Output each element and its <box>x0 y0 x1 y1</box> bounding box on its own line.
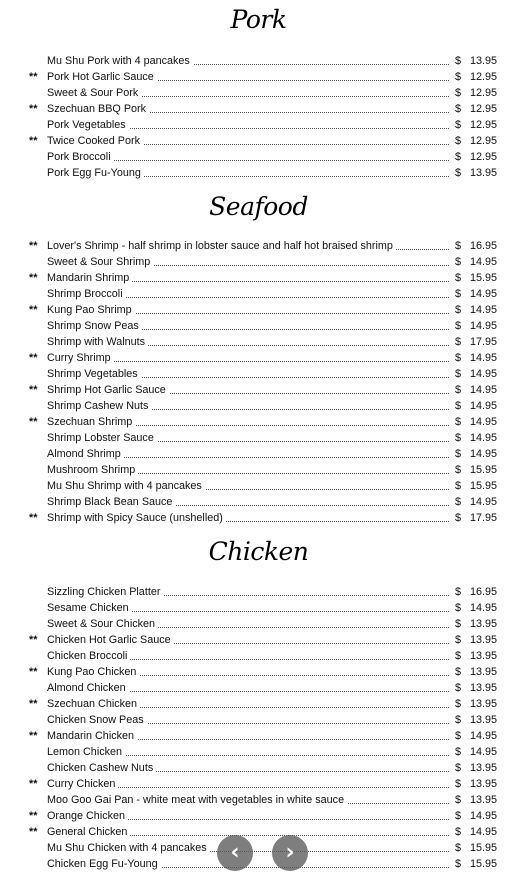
menu-item-name: Curry Chicken <box>47 778 118 790</box>
menu-item-name: Shrimp with Spicy Sauce (unshelled) <box>47 512 226 524</box>
menu-item <box>0 696 517 712</box>
menu-item-name: Mu Shu Shrimp with 4 pancakes <box>47 480 205 492</box>
menu-item-name: Twice Cooked Pork <box>47 135 143 147</box>
menu-item <box>0 302 517 318</box>
currency-symbol: $ <box>455 714 462 726</box>
spicy-marker: ** <box>29 103 38 115</box>
menu-item-name: Mushroom Shrimp <box>47 464 138 476</box>
menu-item <box>0 510 517 526</box>
price-amount: 15.95 <box>469 272 497 284</box>
menu-item-name: Sweet & Sour Chicken <box>47 618 158 630</box>
price-amount: 14.95 <box>469 826 497 838</box>
currency-symbol: $ <box>455 464 462 476</box>
spicy-marker: ** <box>29 730 38 742</box>
price-amount: 14.95 <box>469 352 497 364</box>
menu-item <box>0 133 517 149</box>
currency-symbol: $ <box>455 103 462 115</box>
price-amount: 13.95 <box>469 666 497 678</box>
chevron-right-icon: › <box>285 840 295 865</box>
price-amount: 13.95 <box>469 714 497 726</box>
menu-item-name: Curry Shrimp <box>47 352 114 364</box>
price-amount: 15.95 <box>469 464 497 476</box>
menu-item <box>0 808 517 824</box>
currency-symbol: $ <box>455 666 462 678</box>
menu-item-name: Chicken Snow Peas <box>47 714 147 726</box>
price-amount: 12.95 <box>469 87 497 99</box>
menu-item-name: Shrimp with Walnuts <box>47 336 148 348</box>
price-amount: 13.95 <box>469 778 497 790</box>
currency-symbol: $ <box>455 480 462 492</box>
price-amount: 14.95 <box>469 448 497 460</box>
menu-item <box>0 824 517 840</box>
spicy-marker: ** <box>29 384 38 396</box>
price-amount: 14.95 <box>469 368 497 380</box>
menu-item <box>0 712 517 728</box>
currency-symbol: $ <box>455 512 462 524</box>
menu-section-chicken <box>0 584 517 872</box>
price-amount: 14.95 <box>469 320 497 332</box>
menu-item <box>0 478 517 494</box>
spicy-marker: ** <box>29 71 38 83</box>
currency-symbol: $ <box>455 448 462 460</box>
menu-item-name: Pork Vegetables <box>47 119 129 131</box>
menu-item-name: Shrimp Broccoli <box>47 288 126 300</box>
menu-item-name: General Chicken <box>47 826 130 838</box>
menu-item-name: Shrimp Lobster Sauce <box>47 432 157 444</box>
menu-item <box>0 632 517 648</box>
menu-item <box>0 414 517 430</box>
currency-symbol: $ <box>455 272 462 284</box>
currency-symbol: $ <box>455 87 462 99</box>
spicy-marker: ** <box>29 272 38 284</box>
spicy-marker: ** <box>29 810 38 822</box>
menu-item-name: Shrimp Cashew Nuts <box>47 400 151 412</box>
menu-item <box>0 744 517 760</box>
menu-item <box>0 664 517 680</box>
menu-item <box>0 149 517 165</box>
price-amount: 14.95 <box>469 730 497 742</box>
price-amount: 12.95 <box>469 71 497 83</box>
currency-symbol: $ <box>455 432 462 444</box>
price-amount: 13.95 <box>469 167 497 179</box>
menu-item-name: Pork Hot Garlic Sauce <box>47 71 157 83</box>
spicy-marker: ** <box>29 512 38 524</box>
menu-item-name: Sizzling Chicken Platter <box>47 586 163 598</box>
menu-item-name: Chicken Cashew Nuts <box>47 762 156 774</box>
currency-symbol: $ <box>455 288 462 300</box>
currency-symbol: $ <box>455 336 462 348</box>
menu-item <box>0 334 517 350</box>
currency-symbol: $ <box>455 810 462 822</box>
menu-item <box>0 69 517 85</box>
menu-item <box>0 382 517 398</box>
menu-item-name: Orange Chicken <box>47 810 128 822</box>
price-amount: 17.95 <box>469 336 497 348</box>
currency-symbol: $ <box>455 586 462 598</box>
menu-item-name: Chicken Broccoli <box>47 650 130 662</box>
currency-symbol: $ <box>455 618 462 630</box>
currency-symbol: $ <box>455 634 462 646</box>
currency-symbol: $ <box>455 698 462 710</box>
menu-item-name: Shrimp Hot Garlic Sauce <box>47 384 169 396</box>
currency-symbol: $ <box>455 119 462 131</box>
menu-section-pork <box>0 53 517 181</box>
spicy-marker: ** <box>29 240 38 252</box>
menu-item-name: Szechuan Chicken <box>47 698 140 710</box>
price-amount: 15.95 <box>469 858 497 870</box>
currency-symbol: $ <box>455 240 462 252</box>
menu-item <box>0 494 517 510</box>
price-amount: 14.95 <box>469 746 497 758</box>
section-title-chicken: Chicken <box>208 537 309 566</box>
price-amount: 15.95 <box>469 480 497 492</box>
menu-item <box>0 430 517 446</box>
menu-item <box>0 286 517 302</box>
currency-symbol: $ <box>455 55 462 67</box>
menu-item-name: Sweet & Sour Shrimp <box>47 256 153 268</box>
currency-symbol: $ <box>455 496 462 508</box>
price-amount: 14.95 <box>469 384 497 396</box>
menu-item <box>0 776 517 792</box>
currency-symbol: $ <box>455 858 462 870</box>
menu-item <box>0 680 517 696</box>
currency-symbol: $ <box>455 71 462 83</box>
price-amount: 12.95 <box>469 119 497 131</box>
price-amount: 12.95 <box>469 103 497 115</box>
menu-item <box>0 584 517 600</box>
menu-item-name: Pork Egg Fu-Young <box>47 167 144 179</box>
currency-symbol: $ <box>455 602 462 614</box>
section-title-seafood: Seafood <box>209 192 308 221</box>
currency-symbol: $ <box>455 135 462 147</box>
menu-item <box>0 728 517 744</box>
currency-symbol: $ <box>455 320 462 332</box>
currency-symbol: $ <box>455 794 462 806</box>
section-title-pork: Pork <box>230 5 287 34</box>
price-amount: 13.95 <box>469 618 497 630</box>
spicy-marker: ** <box>29 416 38 428</box>
menu-item-name: Moo Goo Gai Pan - white meat with vegetables in white sauce <box>47 794 347 806</box>
price-amount: 13.95 <box>469 634 497 646</box>
price-amount: 14.95 <box>469 304 497 316</box>
menu-item <box>0 446 517 462</box>
menu-item <box>0 648 517 664</box>
spicy-marker: ** <box>29 666 38 678</box>
menu-item <box>0 318 517 334</box>
menu-item <box>0 856 517 872</box>
menu-item-name: Lemon Chicken <box>47 746 125 758</box>
menu-item <box>0 462 517 478</box>
price-amount: 14.95 <box>469 602 497 614</box>
previous-page-button[interactable] <box>217 835 253 871</box>
price-amount: 16.95 <box>469 586 497 598</box>
menu-item <box>0 270 517 286</box>
menu-item <box>0 760 517 776</box>
spicy-marker: ** <box>29 778 38 790</box>
currency-symbol: $ <box>455 304 462 316</box>
currency-symbol: $ <box>455 368 462 380</box>
price-amount: 12.95 <box>469 135 497 147</box>
currency-symbol: $ <box>455 730 462 742</box>
next-page-button[interactable] <box>272 835 308 871</box>
menu-section-seafood <box>0 238 517 526</box>
spicy-marker: ** <box>29 352 38 364</box>
menu-item-name: Mu Shu Chicken with 4 pancakes <box>47 842 210 854</box>
menu-item <box>0 616 517 632</box>
spicy-marker: ** <box>29 304 38 316</box>
menu-item-name: Sweet & Sour Pork <box>47 87 141 99</box>
menu-item-name: Mandarin Chicken <box>47 730 137 742</box>
currency-symbol: $ <box>455 416 462 428</box>
price-amount: 13.95 <box>469 650 497 662</box>
price-amount: 13.95 <box>469 762 497 774</box>
price-amount: 13.95 <box>469 55 497 67</box>
menu-item <box>0 101 517 117</box>
menu-item-name: Almond Chicken <box>47 682 129 694</box>
menu-item-name: Mu Shu Pork with 4 pancakes <box>47 55 193 67</box>
menu-item-name: Chicken Hot Garlic Sauce <box>47 634 174 646</box>
currency-symbol: $ <box>455 400 462 412</box>
currency-symbol: $ <box>455 746 462 758</box>
menu-item-name: Lover's Shrimp - half shrimp in lobster sauce and half hot braised shrimp <box>47 240 396 252</box>
menu-item <box>0 350 517 366</box>
menu-item-name: Mandarin Shrimp <box>47 272 132 284</box>
menu-item-name: Szechuan BBQ Pork <box>47 103 149 115</box>
price-amount: 15.95 <box>469 842 497 854</box>
menu-item <box>0 238 517 254</box>
price-amount: 16.95 <box>469 240 497 252</box>
menu-item <box>0 85 517 101</box>
menu-item <box>0 53 517 69</box>
price-amount: 14.95 <box>469 496 497 508</box>
menu-item <box>0 117 517 133</box>
currency-symbol: $ <box>455 352 462 364</box>
menu-item-name: Shrimp Vegetables <box>47 368 141 380</box>
menu-item <box>0 366 517 382</box>
price-amount: 14.95 <box>469 256 497 268</box>
price-amount: 14.95 <box>469 432 497 444</box>
spicy-marker: ** <box>29 698 38 710</box>
currency-symbol: $ <box>455 842 462 854</box>
price-amount: 14.95 <box>469 288 497 300</box>
spicy-marker: ** <box>29 634 38 646</box>
price-amount: 12.95 <box>469 151 497 163</box>
menu-item <box>0 792 517 808</box>
price-amount: 14.95 <box>469 416 497 428</box>
price-amount: 13.95 <box>469 682 497 694</box>
menu-item <box>0 398 517 414</box>
price-amount: 13.95 <box>469 698 497 710</box>
spicy-marker: ** <box>29 135 38 147</box>
menu-item <box>0 840 517 856</box>
menu-item-name: Chicken Egg Fu-Young <box>47 858 161 870</box>
price-amount: 14.95 <box>469 810 497 822</box>
currency-symbol: $ <box>455 256 462 268</box>
menu-item-name: Sesame Chicken <box>47 602 132 614</box>
currency-symbol: $ <box>455 682 462 694</box>
currency-symbol: $ <box>455 826 462 838</box>
price-amount: 14.95 <box>469 400 497 412</box>
currency-symbol: $ <box>455 167 462 179</box>
menu-item-name: Almond Shrimp <box>47 448 124 460</box>
currency-symbol: $ <box>455 762 462 774</box>
menu-item-name: Shrimp Snow Peas <box>47 320 142 332</box>
currency-symbol: $ <box>455 650 462 662</box>
currency-symbol: $ <box>455 778 462 790</box>
menu-item <box>0 600 517 616</box>
menu-item-name: Szechuan Shrimp <box>47 416 135 428</box>
chevron-left-icon: ‹ <box>230 840 240 865</box>
menu-item-name: Shrimp Black Bean Sauce <box>47 496 175 508</box>
currency-symbol: $ <box>455 384 462 396</box>
price-amount: 17.95 <box>469 512 497 524</box>
menu-item-name: Pork Broccoli <box>47 151 114 163</box>
currency-symbol: $ <box>455 151 462 163</box>
menu-item <box>0 165 517 181</box>
menu-item-name: Kung Pao Shrimp <box>47 304 135 316</box>
spicy-marker: ** <box>29 826 38 838</box>
menu-item-name: Kung Pao Chicken <box>47 666 139 678</box>
price-amount: 13.95 <box>469 794 497 806</box>
menu-item <box>0 254 517 270</box>
